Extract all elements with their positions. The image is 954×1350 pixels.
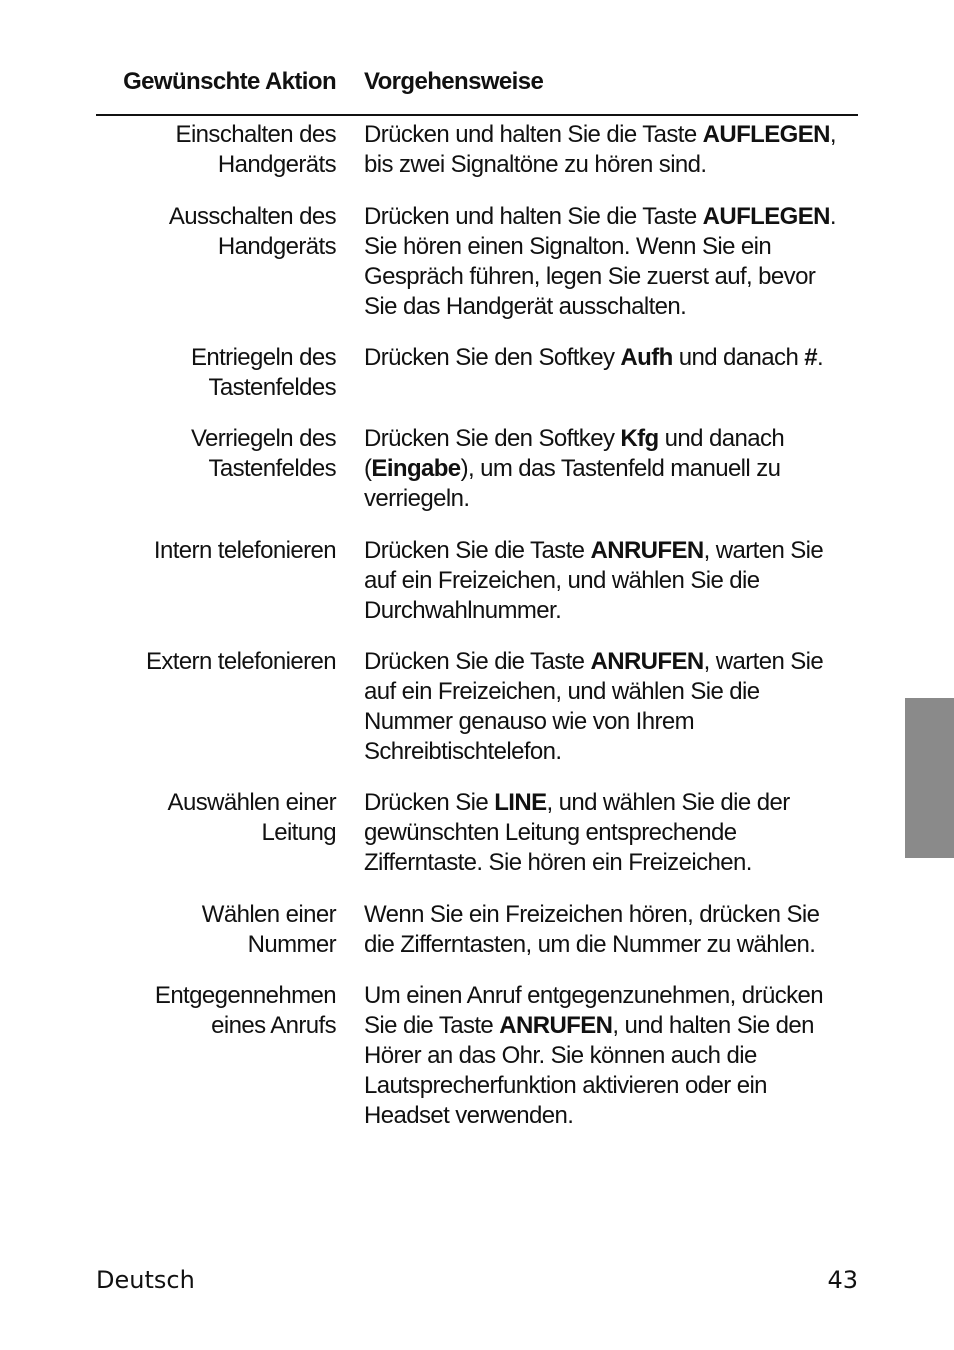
procedure-line [364,596,858,626]
action-cell [96,202,336,262]
procedure-text: ( [364,455,372,482]
procedure-text: Sie hören einen Signalton. Wenn Sie ein [364,233,772,260]
procedure-line [364,818,858,848]
key-name: Eingabe [371,455,461,482]
action-line: Einschalten des [175,121,336,148]
procedure-text: Drücken Sie den Softkey [364,344,621,371]
table-header [96,66,858,116]
procedure-line [364,737,858,767]
action-line: Verriegeln des [190,425,336,452]
procedure-text: und danach [672,344,805,371]
procedure-line [364,647,858,677]
procedure-text: Zifferntaste. Sie hören ein Freizeichen. [364,849,752,876]
section-tab [905,698,954,858]
procedure-line [364,677,858,707]
procedure-text: , und halten Sie den [612,1012,814,1039]
procedure-text: Lautsprecherfunktion aktivieren oder ein [364,1072,767,1099]
procedure-line [364,1041,858,1071]
procedure-text: Wenn Sie ein Freizeichen hören, drücken Sie [364,901,820,928]
procedure-line [364,788,858,818]
procedure-text: ), um das Tastenfeld manuell zu [460,455,781,482]
procedure-text: Drücken und halten Sie die Taste [364,121,703,148]
action-line: Intern telefonieren [153,537,336,564]
action-line: Extern telefonieren [145,648,336,675]
action-line: Nummer [247,931,336,958]
procedure-line [364,930,858,960]
procedure-line [364,536,858,566]
action-line: Auswählen einer [167,789,336,816]
action-line: Tastenfeldes [208,455,336,482]
page-number: 43 [827,1266,858,1294]
procedure-text: Drücken Sie [364,789,495,816]
procedure-text: Schreibtischtelefon. [364,738,562,765]
action-line: Handgeräts [217,151,336,178]
header-action: Gewünschte Aktion [123,68,336,95]
procedure-text: . [817,344,824,371]
action-line: Leitung [261,819,336,846]
procedure-text: Hörer an das Ohr. Sie können auch die [364,1042,757,1069]
procedure-line [364,981,858,1011]
procedure-cell [364,424,858,514]
action-cell [96,788,336,848]
procedure-text: Drücken Sie die Taste [364,648,591,675]
procedure-line [364,1101,858,1131]
key-name: # [804,344,818,371]
procedure-text: Um einen Anruf entgegenzunehmen, drücken [364,982,823,1009]
procedure-text: gewünschten Leitung entsprechende [364,819,737,846]
procedure-line [364,150,858,180]
key-name: ANRUFEN [499,1012,613,1039]
procedure-line [364,343,858,373]
procedure-text: , warten Sie [703,537,824,564]
key-name: AUFLEGEN [702,203,830,230]
procedure-line [364,484,858,514]
procedure-text: , [829,121,836,148]
procedure-line [364,900,858,930]
procedure-cell [364,900,858,960]
procedure-text: Gespräch führen, legen Sie zuerst auf, bevor [364,263,816,290]
action-cell [96,536,336,566]
procedure-line [364,848,858,878]
action-line: Ausschalten des [168,203,336,230]
action-line: Tastenfeldes [208,374,336,401]
procedure-text: Nummer genauso wie von Ihrem [364,708,695,735]
key-name: Kfg [620,425,659,452]
action-line: Wählen einer [201,901,336,928]
procedure-line [364,566,858,596]
key-name: LINE [494,789,547,816]
action-cell [96,120,336,180]
action-cell [96,424,336,484]
procedure-line [364,292,858,322]
action-line: Handgeräts [217,233,336,260]
procedure-text: , und wählen Sie die der [546,789,790,816]
key-name: ANRUFEN [590,537,704,564]
procedure-line [364,1071,858,1101]
procedure-text: Durchwahlnummer. [364,597,562,624]
procedure-text: Sie das Handgerät ausschalten. [364,293,687,320]
procedure-line [364,1011,858,1041]
key-name: Aufh [620,344,673,371]
procedure-text: . [829,203,836,230]
procedure-text: , warten Sie [703,648,824,675]
procedure-line [364,454,858,484]
procedure-text: Drücken und halten Sie die Taste [364,203,703,230]
key-name: ANRUFEN [590,648,704,675]
procedure-cell [364,647,858,767]
procedure-line [364,232,858,262]
procedure-text: verriegeln. [364,485,470,512]
procedure-line [364,262,858,292]
procedure-cell [364,981,858,1131]
procedure-cell [364,788,858,878]
procedure-text: Sie die Taste [364,1012,500,1039]
header-procedure: Vorgehensweise [364,68,544,95]
action-line: Entgegennehmen [154,982,336,1009]
procedure-cell [364,536,858,626]
action-cell [96,343,336,403]
procedure-text: und danach [658,425,785,452]
procedure-text: die Zifferntasten, um die Nummer zu wählen. [364,931,816,958]
key-name: AUFLEGEN [702,121,830,148]
procedure-line [364,202,858,232]
procedure-line [364,120,858,150]
action-cell [96,900,336,960]
action-line: Entriegeln des [190,344,336,371]
action-line: eines Anrufs [211,1012,336,1039]
procedure-cell [364,120,858,180]
procedure-text: auf ein Freizeichen, und wählen Sie die [364,567,760,594]
procedure-line [364,707,858,737]
footer-language: Deutsch [96,1266,195,1294]
procedure-cell [364,202,858,322]
procedure-text: Headset verwenden. [364,1102,574,1129]
action-cell [96,647,336,677]
procedure-text: Drücken Sie die Taste [364,537,591,564]
procedure-line [364,424,858,454]
procedure-text: Drücken Sie den Softkey [364,425,621,452]
procedure-text: bis zwei Signaltöne zu hören sind. [364,151,707,178]
action-cell [96,981,336,1041]
procedure-cell [364,343,858,373]
procedure-text: auf ein Freizeichen, und wählen Sie die [364,678,760,705]
